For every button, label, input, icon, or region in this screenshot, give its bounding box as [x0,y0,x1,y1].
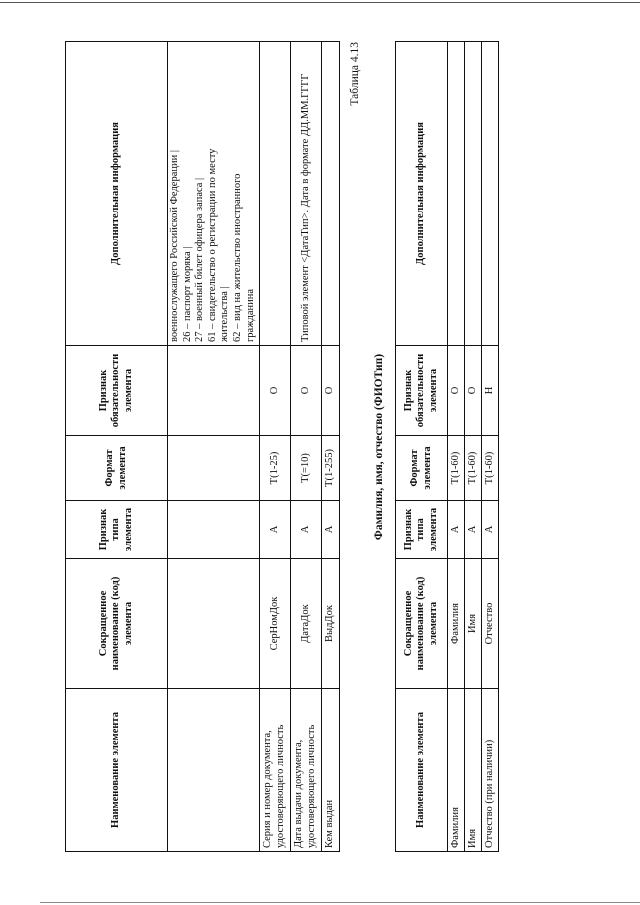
list-item: 61 – свидетельство о регистрации по месту [206,148,218,342]
list-item: 27 – военный билет офицера запаса | [194,177,206,342]
cell-type: А [448,501,465,559]
cell-format: T(1-255) [322,436,340,501]
table-row [482,42,499,852]
cell-element-name: Кем выдан [322,689,340,852]
cell-format: T(1-60) [482,436,499,501]
cell-format: T(1-60) [465,436,482,501]
header-short-name: Сокращенное наименование (код) элемента [66,559,168,689]
header-element-name: Наименование элемента [396,689,448,852]
table-header-row [66,42,168,852]
cell-short-name: Фамилия [448,559,465,689]
rotated-page [65,42,510,852]
cell-short-name: Отчество [482,559,499,689]
header-additional-info: Дополнительная информация [66,42,168,346]
scan-border-bottom [40,902,640,903]
table-header-row [396,42,448,852]
table-caption: Фамилия, имя, отчество (ФИОТип) [373,353,385,541]
cell-short-name: СерНомДок [260,559,291,689]
cell-required: О [260,346,291,436]
fio-table [395,41,499,852]
table-row [291,42,322,852]
element-table-continued [65,41,340,852]
list-item: 26 – паспорт моряка | [181,246,193,342]
table-row [260,42,291,852]
cell-required: О [448,346,465,436]
cell-type: А [482,501,499,559]
table-number: Таблица 4.13 [349,42,361,106]
cell-additional-info [260,42,291,346]
cell-required: О [465,346,482,436]
cell-type: А [465,501,482,559]
header-element-name: Наименование элемента [66,689,168,852]
cell-element-name: Отчество (при наличии) [482,689,499,852]
cell-element-name: Серия и номер документа, удостоверяющего личность [260,689,291,852]
cell-additional-info: Типовой элемент <ДатаТип>. Дата в формате ДД.ММ.ГГГГ [291,42,322,346]
cell-required: О [291,346,322,436]
list-item: 62 – вид на жительство иностранного [231,173,243,342]
continued-info-list [168,42,260,346]
cell-element-name: Фамилия [448,689,465,852]
cell-short-name: Имя [465,559,482,689]
cell-type: А [322,501,340,559]
cell-format: T(1-25) [260,436,291,501]
scan-border-top [0,2,640,3]
cell-element-name: Имя [465,689,482,852]
cell-type: А [291,501,322,559]
cell-required: Н [482,346,499,436]
header-format: Формат элемента [66,436,168,501]
header-type: Признак типа элемента [66,501,168,559]
header-short-name: Сокращенное наименование (код) элемента [396,559,448,689]
header-required: Признак обязательности элемента [396,346,448,436]
cell-required: О [322,346,340,436]
table-row [168,42,260,852]
cell-additional-info [465,42,482,346]
cell-format: T(=10) [291,436,322,501]
cell-format: T(1-60) [448,436,465,501]
list-item: военнослужащего Российской Федерации | [169,150,180,342]
list-item: жительства | [219,286,231,342]
cell-type: А [260,501,291,559]
table-row [465,42,482,852]
cell-short-name: ВыдДок [322,559,340,689]
list-item: гражданина [244,289,256,342]
cell-additional-info [448,42,465,346]
cell-element-name: Дата выдачи документа, удостоверяющего личность [291,689,322,852]
header-additional-info: Дополнительная информация [396,42,448,346]
header-required: Признак обязательности элемента [66,346,168,436]
cell-additional-info [322,42,340,346]
header-type: Признак типа элемента [396,501,448,559]
table-row [448,42,465,852]
table-row [322,42,340,852]
cell-additional-info [482,42,499,346]
cell-short-name: ДатаДок [291,559,322,689]
header-format: Формат элемента [396,436,448,501]
